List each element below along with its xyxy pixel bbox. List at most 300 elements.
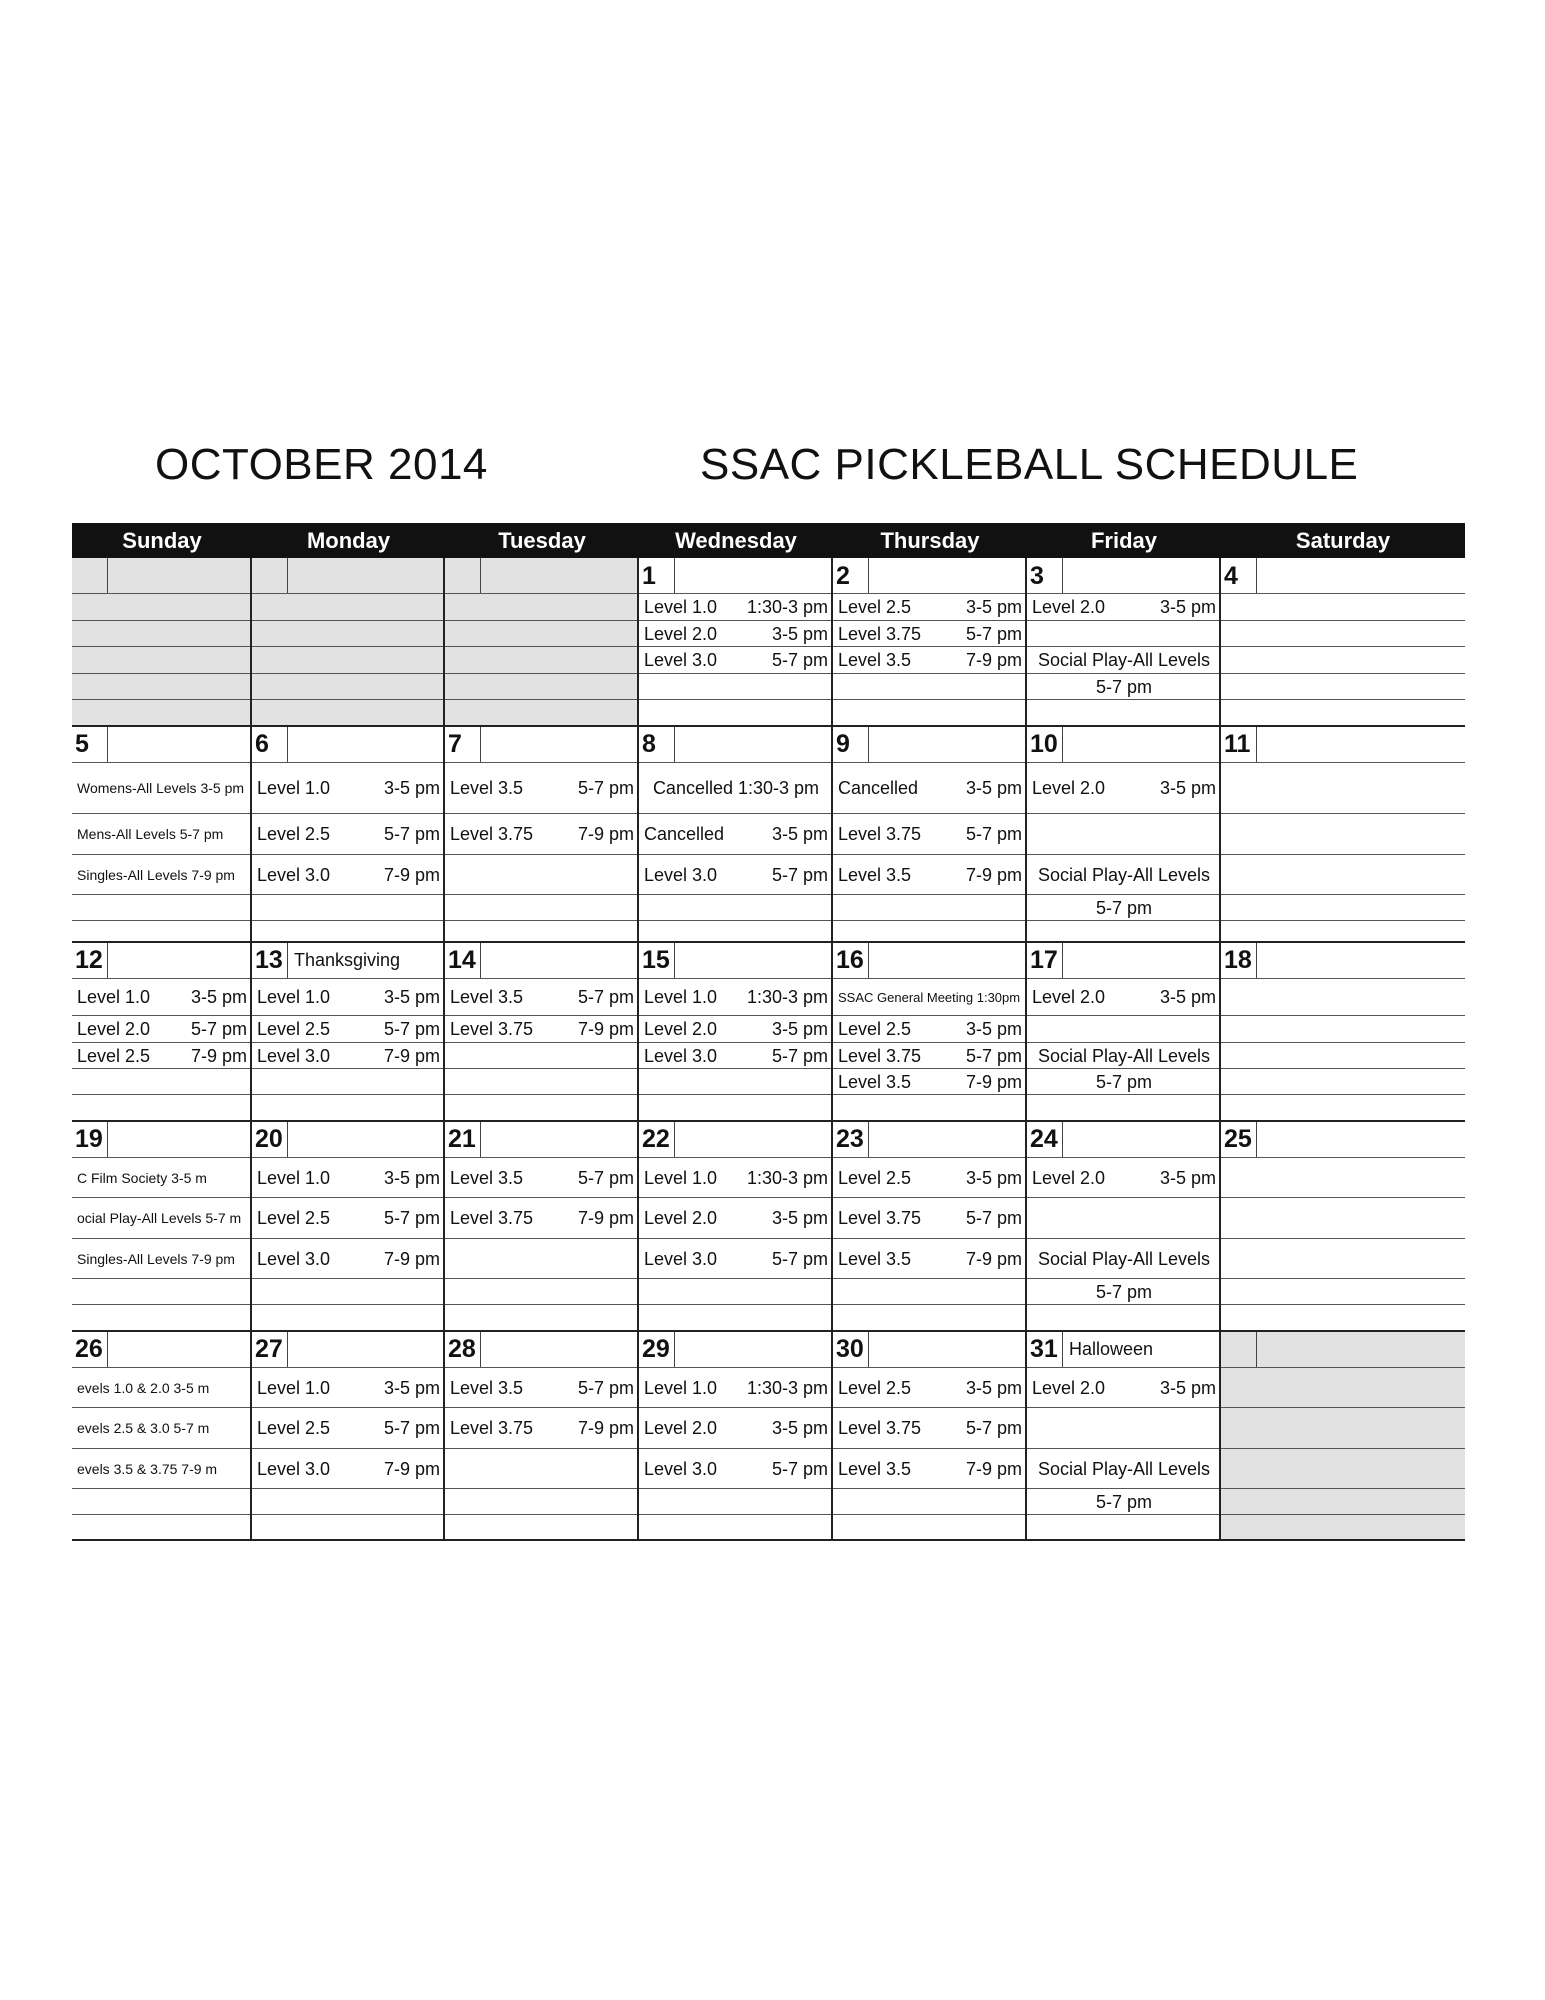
day-cell: [639, 1331, 833, 1540]
day-number: 18: [1221, 942, 1257, 978]
event-entry: [644, 1449, 828, 1489]
day-cell: [252, 1121, 445, 1331]
event-entry: [257, 1408, 440, 1449]
cell-row: [1221, 1279, 1465, 1305]
cell-row: [252, 1489, 443, 1515]
cell-row: [1221, 1158, 1465, 1198]
event-entry: [838, 1408, 1022, 1449]
event-time: 7-9 pm: [965, 865, 1022, 885]
cell-row: [252, 700, 443, 726]
cell-row: [833, 1305, 1025, 1331]
cell-row: [639, 1331, 831, 1368]
event-name: Social Play-All Levels: [1037, 1249, 1211, 1269]
cell-row: [1027, 1095, 1219, 1121]
event-entry: [1032, 1043, 1216, 1069]
event-time: 7-9 pm: [383, 1046, 440, 1066]
day-number: [445, 558, 481, 593]
cell-row: [1221, 621, 1465, 647]
day-number: 14: [445, 942, 481, 978]
cell-row: [1221, 1198, 1465, 1239]
cell-row: [72, 942, 250, 979]
cell-row: [833, 942, 1025, 979]
event-time: 5-7 pm: [383, 1019, 440, 1039]
event-entry: [1032, 1239, 1216, 1279]
event-entry: [838, 855, 1022, 895]
event-entry: [644, 621, 828, 647]
event-name: SSAC General Meeting 1:30pm: [838, 989, 1021, 1005]
day-number: 2: [833, 558, 869, 593]
event-name: Level 2.5: [838, 1019, 912, 1039]
cell-row: [1027, 700, 1219, 726]
event-entry: [838, 1069, 1022, 1095]
event-time: 7-9 pm: [577, 824, 634, 844]
cell-row: [445, 558, 637, 594]
event-time: 5-7 pm: [383, 824, 440, 844]
event-name: Level 1.0: [257, 778, 331, 798]
cell-row: [445, 1515, 637, 1540]
cell-row: [445, 1305, 637, 1331]
cell-row: [833, 558, 1025, 594]
cell-row: [252, 674, 443, 700]
cell-row: [1221, 1449, 1465, 1489]
event-entry: [838, 1158, 1022, 1198]
weekday-wednesday: Wednesday: [675, 528, 797, 553]
event-name: evels 3.5 & 3.75 7-9 m: [77, 1460, 218, 1477]
cell-row: [72, 1331, 250, 1368]
day-number: 8: [639, 726, 675, 762]
event-entry: [257, 814, 440, 855]
weekday-saturday: Saturday: [1295, 528, 1391, 553]
event-name: Level 2.5: [257, 824, 331, 844]
cell-row: [445, 621, 637, 647]
event-name: Level 3.75: [450, 1418, 534, 1438]
event-entry: [644, 594, 828, 621]
cell-row: [72, 1095, 250, 1121]
cell-row: [1027, 558, 1219, 594]
event-entry: [838, 1239, 1022, 1279]
day-number: 11: [1221, 726, 1257, 762]
day-cell: [1221, 1331, 1465, 1540]
event-name: Level 3.75: [838, 824, 922, 844]
event-time: 7-9 pm: [965, 1459, 1022, 1479]
event-name: Level 3.0: [257, 1249, 331, 1269]
cell-row: [639, 942, 831, 979]
cell-row: [445, 1279, 637, 1305]
cell-row: [639, 1279, 831, 1305]
cell-row: [72, 1279, 250, 1305]
day-cell: [1221, 942, 1465, 1121]
day-number: [252, 558, 288, 593]
event-name: Level 3.5: [450, 1378, 524, 1398]
day-cell: [445, 726, 639, 942]
day-number: [72, 558, 108, 593]
event-time: 3-5 pm: [965, 1378, 1022, 1398]
event-entry: [644, 855, 828, 895]
day-number: 5: [72, 726, 108, 762]
event-time: 5-7 pm: [577, 778, 634, 798]
event-time: 5-7 pm: [965, 1418, 1022, 1438]
event-time: 5-7 pm: [577, 987, 634, 1007]
day-number: 10: [1027, 726, 1063, 762]
event-name: Level 3.5: [450, 987, 524, 1007]
event-time: 3-5 pm: [965, 597, 1022, 617]
event-entry: [838, 647, 1022, 674]
event-time: 5-7 pm: [771, 865, 828, 885]
event-entry: [644, 763, 828, 814]
event-name: Level 3.0: [257, 865, 331, 885]
cell-row: [72, 621, 250, 647]
event-entry: [77, 979, 247, 1016]
event-entry: [450, 1158, 634, 1198]
event-time: 5-7 pm: [383, 1208, 440, 1228]
day-number: 23: [833, 1121, 869, 1157]
day-number: 27: [252, 1331, 288, 1367]
event-name: Level 2.5: [257, 1019, 331, 1039]
cell-row: [833, 726, 1025, 763]
cell-row: [1027, 1408, 1219, 1449]
cell-row: [833, 1279, 1025, 1305]
cell-row: [639, 1069, 831, 1095]
week-divider: [72, 1330, 1465, 1332]
event-time: 7-9 pm: [383, 1249, 440, 1269]
day-cell: [1221, 726, 1465, 942]
event-entry: [644, 1016, 828, 1043]
day-number: 26: [72, 1331, 108, 1367]
event-entry: [450, 814, 634, 855]
event-time: 7-9 pm: [965, 1249, 1022, 1269]
cell-row: [833, 1095, 1025, 1121]
cell-row: [252, 1305, 443, 1331]
event-entry: [1032, 979, 1216, 1016]
weekday-friday: Friday: [1090, 528, 1158, 553]
day-note: Halloween: [1069, 1339, 1154, 1359]
cell-row: [1221, 979, 1465, 1016]
event-entry: [838, 1016, 1022, 1043]
cell-row: [1221, 1016, 1465, 1043]
event-name: Level 3.0: [644, 1249, 718, 1269]
cell-row: [1221, 1515, 1465, 1540]
day-number: 31: [1027, 1331, 1063, 1367]
event-name: Level 2.0: [1032, 597, 1106, 617]
cell-row: [639, 1515, 831, 1540]
event-entry: [257, 1239, 440, 1279]
event-name: Level 3.5: [838, 1072, 912, 1092]
event-time: 3-5 pm: [1159, 1378, 1216, 1398]
day-cell: [72, 558, 252, 726]
cell-row: [252, 594, 443, 621]
day-number: 6: [252, 726, 288, 762]
event-name: Level 2.5: [838, 1378, 912, 1398]
event-time: 5-7 pm: [383, 1418, 440, 1438]
event-name: Level 2.0: [644, 1418, 718, 1438]
event-entry: [257, 1198, 440, 1239]
day-cell: [445, 558, 639, 726]
cell-row: [639, 726, 831, 763]
event-time: 1:30-3 pm: [746, 597, 828, 617]
event-time: 3-5 pm: [771, 824, 828, 844]
event-name: Level 3.0: [644, 1459, 718, 1479]
day-cell: [833, 558, 1027, 726]
event-entry: [1032, 1069, 1216, 1095]
cell-row: [833, 921, 1025, 942]
event-name: Level 2.0: [644, 1019, 718, 1039]
day-cell: [252, 942, 445, 1121]
day-number: 3: [1027, 558, 1063, 593]
day-cell: [833, 942, 1027, 1121]
event-name: Social Play-All Levels: [1037, 650, 1211, 670]
event-entry: [1032, 1489, 1216, 1515]
event-name: 5-7 pm: [1095, 1492, 1153, 1512]
event-entry: [838, 1368, 1022, 1408]
cell-row: [639, 558, 831, 594]
event-time: 3-5 pm: [965, 1019, 1022, 1039]
event-entry: [77, 855, 247, 895]
event-entry: [838, 814, 1022, 855]
event-time: 7-9 pm: [577, 1418, 634, 1438]
event-name: C Film Society 3-5 m: [77, 1169, 207, 1186]
day-number: 16: [833, 942, 869, 978]
event-entry: [257, 1368, 440, 1408]
event-name: Level 1.0: [644, 987, 718, 1007]
cell-row: [445, 1331, 637, 1368]
event-entry: [77, 1198, 247, 1239]
day-cell: [833, 726, 1027, 942]
day-number: 9: [833, 726, 869, 762]
cell-row: [445, 1121, 637, 1158]
event-name: 5-7 pm: [1095, 1072, 1153, 1092]
cell-row: [252, 1279, 443, 1305]
day-number: 28: [445, 1331, 481, 1367]
event-entry: [838, 1449, 1022, 1489]
event-name: Level 2.5: [77, 1046, 151, 1066]
event-time: 3-5 pm: [383, 1168, 440, 1188]
event-entry: [77, 1449, 247, 1489]
event-name: Level 3.5: [838, 1249, 912, 1269]
cell-row: [1027, 942, 1219, 979]
day-cell: [72, 726, 252, 942]
day-number: 21: [445, 1121, 481, 1157]
event-name: Social Play-All Levels: [1037, 865, 1211, 885]
cell-row: [445, 1489, 637, 1515]
event-time: 5-7 pm: [577, 1168, 634, 1188]
cell-row: [1221, 921, 1465, 942]
event-name: Level 3.0: [257, 1459, 331, 1479]
cell-row: [1027, 921, 1219, 942]
event-entry: [77, 1408, 247, 1449]
day-number: 12: [72, 942, 108, 978]
event-entry: [1032, 1279, 1216, 1305]
cell-row: [833, 674, 1025, 700]
event-name: Level 3.75: [450, 1208, 534, 1228]
event-name: Level 1.0: [257, 1168, 331, 1188]
cell-row: [1221, 647, 1465, 674]
day-number: 22: [639, 1121, 675, 1157]
event-name: Cancelled: [838, 778, 919, 798]
schedule-title: SSAC PICKLEBALL SCHEDULE: [700, 440, 1359, 489]
day-cell: [1221, 1121, 1465, 1331]
cell-row: [833, 700, 1025, 726]
event-name: Level 1.0: [257, 1378, 331, 1398]
cell-row: [833, 1331, 1025, 1368]
event-name: Cancelled: [644, 824, 725, 844]
event-name: evels 2.5 & 3.0 5-7 m: [77, 1420, 210, 1436]
day-cell: [445, 942, 639, 1121]
day-cell: [1027, 942, 1221, 1121]
day-cell: [833, 1121, 1027, 1331]
event-time: 5-7 pm: [771, 1459, 828, 1479]
event-entry: [77, 1239, 247, 1279]
day-cell: [72, 942, 252, 1121]
event-time: 3-5 pm: [190, 987, 247, 1007]
event-name: Cancelled 1:30-3 pm: [652, 778, 820, 798]
event-name: Level 2.0: [1032, 987, 1106, 1007]
cell-row: [833, 1515, 1025, 1540]
event-entry: [838, 1198, 1022, 1239]
event-name: Level 2.5: [838, 597, 912, 617]
cell-row: [833, 1489, 1025, 1515]
cell-row: [252, 1331, 443, 1368]
day-cell: [833, 1331, 1027, 1540]
event-entry: [257, 1043, 440, 1069]
cell-row: [1027, 1121, 1219, 1158]
event-time: 3-5 pm: [383, 1378, 440, 1398]
event-entry: [1032, 763, 1216, 814]
cell-row: [639, 674, 831, 700]
day-number: 24: [1027, 1121, 1063, 1157]
event-name: Level 1.0: [257, 987, 331, 1007]
event-time: 3-5 pm: [965, 778, 1022, 798]
event-time: 7-9 pm: [965, 650, 1022, 670]
cell-row: [445, 1449, 637, 1489]
event-time: 3-5 pm: [771, 624, 828, 644]
event-name: Level 2.0: [1032, 778, 1106, 798]
cell-row: [252, 921, 443, 942]
cell-row: [639, 1305, 831, 1331]
event-entry: [77, 814, 247, 855]
event-time: 5-7 pm: [965, 1208, 1022, 1228]
event-time: 3-5 pm: [383, 987, 440, 1007]
event-entry: [257, 1449, 440, 1489]
event-entry: [644, 647, 828, 674]
event-time: 1:30-3 pm: [746, 987, 828, 1007]
event-name: Mens-All Levels 5-7 pm: [77, 826, 224, 842]
event-name: evels 1.0 & 2.0 3-5 m: [77, 1379, 210, 1396]
event-name: Level 3.5: [838, 650, 912, 670]
event-entry: [450, 1198, 634, 1239]
event-time: 3-5 pm: [771, 1019, 828, 1039]
event-name: Level 2.0: [644, 1208, 718, 1228]
cell-row: [72, 594, 250, 621]
cell-row: [72, 1305, 250, 1331]
day-cell: [639, 558, 833, 726]
cell-row: [72, 726, 250, 763]
event-name: Level 3.5: [838, 1459, 912, 1479]
day-cell: [1027, 726, 1221, 942]
event-entry: [450, 763, 634, 814]
event-entry: [644, 814, 828, 855]
cell-row: [1221, 1305, 1465, 1331]
calendar-month-title: OCTOBER 2014: [155, 440, 488, 489]
cell-row: [72, 700, 250, 726]
cell-row: [445, 1043, 637, 1069]
event-name: Level 2.0: [1032, 1168, 1106, 1188]
event-entry: [257, 1016, 440, 1043]
event-time: 5-7 pm: [965, 1046, 1022, 1066]
event-name: Womens-All Levels 3-5 pm: [77, 780, 245, 796]
day-cell: [1027, 1331, 1221, 1540]
cell-row: [639, 1095, 831, 1121]
weekday-thursday: Thursday: [880, 528, 980, 553]
day-cell: [445, 1121, 639, 1331]
cell-row: [445, 942, 637, 979]
event-entry: [257, 1158, 440, 1198]
event-name: Level 3.0: [257, 1046, 331, 1066]
day-number: 7: [445, 726, 481, 762]
cell-row: [445, 895, 637, 921]
cell-row: [1221, 1408, 1465, 1449]
cell-row: [445, 594, 637, 621]
event-time: 7-9 pm: [383, 1459, 440, 1479]
event-time: 1:30-3 pm: [746, 1168, 828, 1188]
cell-row: [252, 621, 443, 647]
cell-row: [1221, 1368, 1465, 1408]
day-cell: [1027, 558, 1221, 726]
event-name: Level 3.75: [838, 1418, 922, 1438]
day-cell: [639, 726, 833, 942]
day-number: 1: [639, 558, 675, 593]
event-entry: [77, 763, 247, 814]
day-number: 15: [639, 942, 675, 978]
cell-row: [1221, 726, 1465, 763]
event-time: 3-5 pm: [771, 1208, 828, 1228]
cell-row: [833, 1121, 1025, 1158]
event-time: 5-7 pm: [771, 1249, 828, 1269]
day-cell: [639, 1121, 833, 1331]
event-name: Level 3.75: [838, 1208, 922, 1228]
cell-row: [1221, 855, 1465, 895]
cell-row: [1221, 1069, 1465, 1095]
event-name: Level 3.75: [838, 1046, 922, 1066]
event-time: 5-7 pm: [190, 1019, 247, 1039]
event-time: 7-9 pm: [965, 1072, 1022, 1092]
calendar-bottom-border: [72, 1539, 1465, 1541]
event-entry: [1032, 647, 1216, 674]
cell-row: [72, 1489, 250, 1515]
event-entry: [1032, 594, 1216, 621]
event-name: Level 2.0: [1032, 1378, 1106, 1398]
event-name: Level 3.5: [838, 865, 912, 885]
event-time: 3-5 pm: [965, 1168, 1022, 1188]
event-entry: [257, 979, 440, 1016]
event-name: Level 3.0: [644, 865, 718, 885]
cell-row: [445, 674, 637, 700]
day-cell: [1027, 1121, 1221, 1331]
cell-row: [72, 895, 250, 921]
event-name: ocial Play-All Levels 5-7 m: [77, 1210, 242, 1226]
cell-row: [72, 674, 250, 700]
event-name: Level 1.0: [644, 597, 718, 617]
event-entry: [77, 1016, 247, 1043]
event-name: Level 2.5: [838, 1168, 912, 1188]
cell-row: [445, 921, 637, 942]
day-number: 19: [72, 1121, 108, 1157]
event-name: Level 3.0: [644, 1046, 718, 1066]
event-entry: [644, 979, 828, 1016]
event-name: Level 3.75: [450, 824, 534, 844]
event-time: 3-5 pm: [383, 778, 440, 798]
cell-row: [1221, 700, 1465, 726]
event-time: 7-9 pm: [190, 1046, 247, 1066]
